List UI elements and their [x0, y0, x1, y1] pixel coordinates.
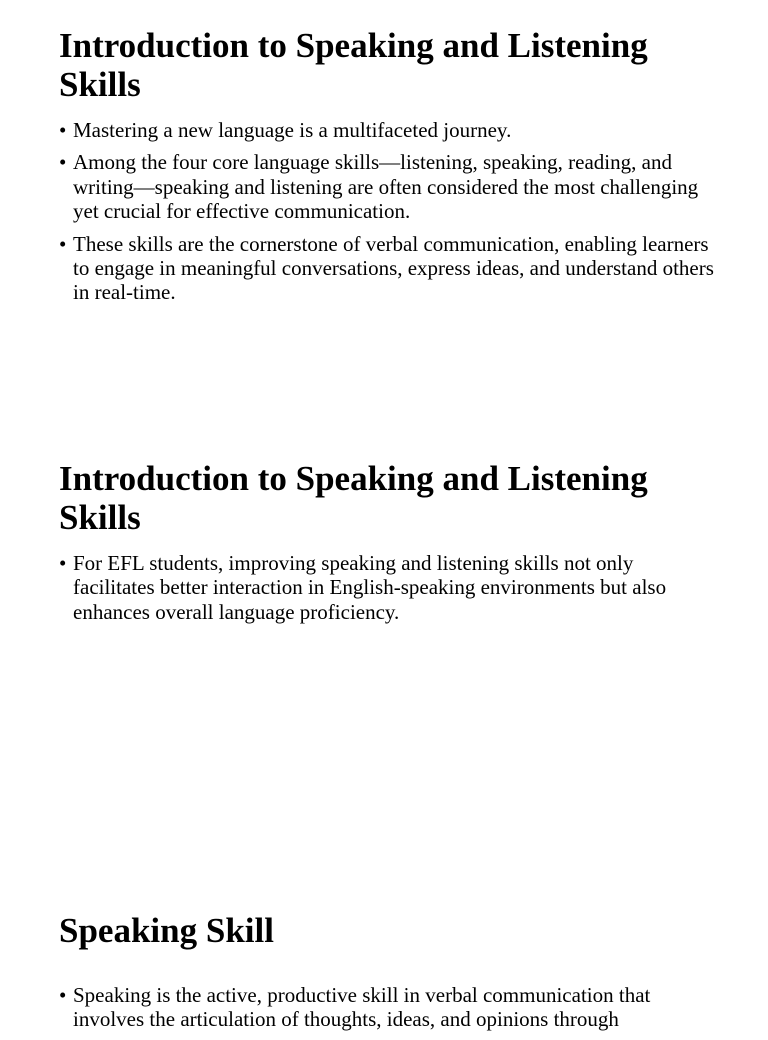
list-item — [59, 118, 719, 142]
bullet-list — [59, 118, 719, 305]
bullet-icon: • — [59, 551, 67, 575]
list-item-text: For EFL students, improving speaking and listening skills not only facilitates better interaction in English-speaking environments but also enhances overall language proficiency. — [73, 551, 667, 624]
bullet-icon: • — [59, 231, 67, 256]
list-item-text: Mastering a new language is a multifaceted journey. — [73, 118, 512, 142]
slide-intro-1 — [59, 26, 719, 313]
list-item-text: Among the four core language skills—listening, speaking, reading, and writing—speaking and listening are often considered the most challenging yet crucial for effective communication. — [73, 150, 699, 224]
bullet-icon: • — [59, 118, 67, 142]
bullet-icon: • — [59, 983, 67, 1007]
list-item-text: These skills are the cornerstone of verbal communication, enabling learners to engage in meaningful conversations, express ideas, and understand others in real-time. — [73, 231, 714, 305]
bullet-icon: • — [59, 150, 67, 175]
bullet-list — [59, 551, 719, 624]
slide-speaking-skill — [59, 911, 719, 1040]
list-item — [59, 983, 719, 1032]
list-item — [59, 150, 719, 223]
list-item-text: Speaking is the active, productive skill in verbal communication that involves the articulation of thoughts, ideas, and opinions through — [73, 983, 651, 1032]
slide-title: Introduction to Speaking and Listening Skills — [59, 26, 648, 104]
slide-intro-2 — [59, 459, 719, 632]
list-item — [59, 551, 719, 624]
bullet-list — [59, 983, 719, 1032]
slide-title: Speaking Skill — [59, 911, 274, 950]
slide-title: Introduction to Speaking and Listening Skills — [59, 459, 648, 537]
list-item — [59, 232, 719, 305]
